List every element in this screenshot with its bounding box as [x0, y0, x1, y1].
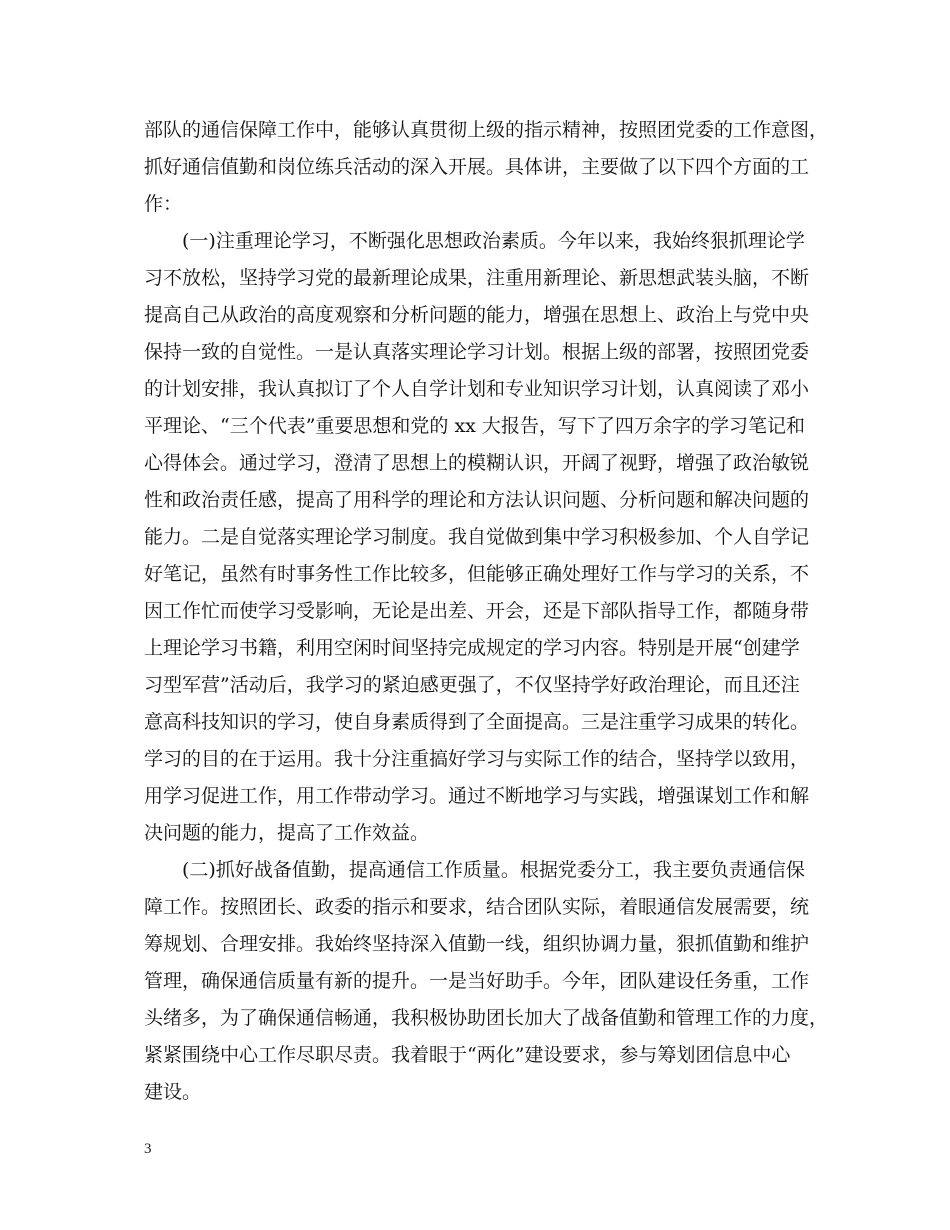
text-line: 好笔记，虽然有时事务性工作比较多，但能够正确处理好工作与学习的关系，不 — [144, 563, 810, 585]
text-line: 作： — [144, 193, 183, 215]
text-line: 上理论学习书籍，利用空闲时间坚持完成规定的学习内容。特别是开展“创建学 — [144, 637, 800, 659]
text-line: 提高自己从政治的高度观察和分析问题的能力，增强在思想上、政治上与党中央 — [144, 304, 810, 326]
text-line: 筹规划、合理安排。我始终坚持深入值勤一线，组织协调力量，狠抓值勤和维护 — [144, 933, 810, 955]
text-line: 紧紧围绕中心工作尽职尽责。我着眼于“两化”建设要求，参与筹划团信息中心 — [144, 1044, 791, 1066]
text-line: 平理论、“三个代表”重要思想和党的 xx 大报告，写下了四万余字的学习笔记和 — [144, 415, 805, 437]
text-line: 决问题的能力，提高了工作效益。 — [144, 822, 430, 844]
paragraph — [144, 852, 829, 1111]
text-line: 因工作忙而使学习受影响，无论是出差、开会，还是下部队指导工作，都随身带 — [144, 600, 810, 622]
text-line: 部队的通信保障工作中，能够认真贯彻上级的指示精神，按照团党委的工作意图， — [144, 119, 829, 141]
text-line: 建设。 — [144, 1081, 202, 1103]
text-line: 能力。二是自觉落实理论学习制度。我自觉做到集中学习积极参加、个人自学记 — [144, 526, 810, 548]
paragraph — [144, 223, 812, 852]
text-line: 保持一致的自觉性。一是认真落实理论学习计划。根据上级的部署，按照团党委 — [144, 341, 810, 363]
text-line: (二)抓好战备值勤，提高通信工作质量。根据党委分工，我主要负责通信保 — [144, 859, 805, 881]
text-line: 障工作。按照团长、政委的指示和要求，结合团队实际，着眼通信发展需要，统 — [144, 896, 810, 918]
text-line: (一)注重理论学习，不断强化思想政治素质。今年以来，我始终狠抓理论学 — [144, 230, 805, 252]
text-line: 心得体会。通过学习，澄清了思想上的模糊认识，开阔了视野，增强了政治敏锐 — [144, 452, 810, 474]
page-number: 3 — [144, 1141, 152, 1157]
text-line: 性和政治责任感，提高了用科学的理论和方法认识问题、分析问题和解决问题的 — [144, 489, 810, 511]
text-line: 的计划安排，我认真拟订了个人自学计划和专业知识学习计划，认真阅读了邓小 — [144, 378, 810, 400]
text-line: 用学习促进工作，用工作带动学习。通过不断地学习与实践，增强谋划工作和解 — [144, 785, 810, 807]
paragraph — [144, 112, 829, 223]
document-body — [144, 112, 829, 1111]
text-line: 学习的目的在于运用。我十分注重搞好学习与实际工作的结合，坚持学以致用， — [144, 748, 810, 770]
text-line: 意高科技知识的学习，使自身素质得到了全面提高。三是注重学习成果的转化。 — [144, 711, 810, 733]
text-line: 头绪多，为了确保通信畅通，我积极协助团长加大了战备值勤和管理工作的力度， — [144, 1007, 829, 1029]
text-line: 习型军营”活动后，我学习的紧迫感更强了，不仅坚持学好政治理论，而且还注 — [144, 674, 800, 696]
text-line: 抓好通信值勤和岗位练兵活动的深入开展。具体讲，主要做了以下四个方面的工 — [144, 156, 810, 178]
text-line: 管理，确保通信质量有新的提升。一是当好助手。今年，团队建设任务重，工作 — [144, 970, 810, 992]
text-line: 习不放松，坚持学习党的最新理论成果，注重用新理论、新思想武装头脑，不断 — [144, 267, 810, 289]
